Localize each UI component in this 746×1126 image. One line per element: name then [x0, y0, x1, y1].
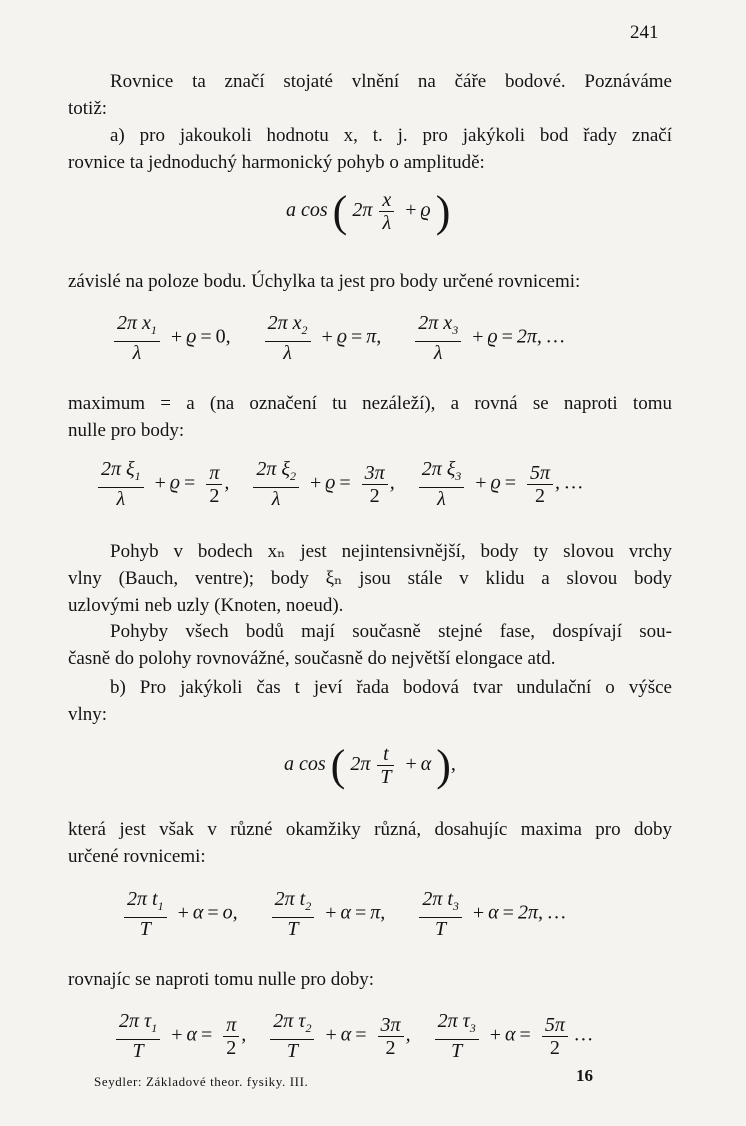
text-line: nulle pro body:	[68, 420, 185, 441]
equation-node-points: $\frac{2\pi \xi_1}{\lambda}$ + ϱ = $\frac{\pi}{2}$ , $\frac{2\pi \xi_2}{\lambda}$ + ϱ = $\frac{3\pi}{2}$ , $\frac{2\pi \xi_3}{\lambda}$ + ϱ = $\frac{5\pi}{2}$ , …	[96, 458, 583, 510]
paragraph-6	[68, 618, 672, 672]
equation-wave-height: a cos ( 2π $\frac{t}{T}$ + α ),	[284, 741, 456, 790]
paragraph-3	[68, 268, 672, 295]
paragraph-2	[68, 122, 672, 176]
text-line: vlny (Bauch, ventre); body ξₙ jsou stále v klidu a slovou body	[68, 568, 672, 589]
equation-maxima-points: $\frac{2\pi x_1}{\lambda}$ + ϱ = 0, $\frac{2\pi x_2}{\lambda}$ + ϱ = π, $\frac{2\pi x_3}{\lambda}$ + ϱ = 2π, …	[112, 312, 565, 364]
paragraph-4	[68, 390, 672, 444]
equation-amplitude: a cos ( 2π $\frac{x}{\lambda}$ + ϱ )	[286, 187, 451, 236]
text-line: rovnajíc se naproti tomu nulle pro doby:	[68, 969, 375, 990]
text-line: časně do polohy rovnovážné, současně do největší elongace atd.	[68, 648, 556, 669]
paragraph-8	[68, 816, 672, 870]
text-line: uzlovými neb uzly (Knoten, noeud).	[68, 595, 344, 616]
text-line: Pohyb v bodech xₙ jest nejintensivnější, body ty slovou vrchy	[110, 541, 672, 562]
footer-citation: Seydler: Základové theor. fysiky. III.	[94, 1074, 309, 1089]
paragraph-1	[68, 68, 672, 122]
paragraph-9	[68, 966, 672, 993]
text-line: Pohyby všech bodů mají současně stejné fase, dospívají sou-	[110, 621, 672, 642]
text-line: která jest však v různé okamžiky různá, dosahujíc maxima pro doby	[68, 819, 672, 840]
text-line: b) Pro jakýkoli čas t jeví řada bodová tvar undulační o výšce	[110, 677, 672, 698]
text-line: určené rovnicemi:	[68, 846, 206, 867]
text-line: maximum = a (na označení tu nezáleží), a rovná se naproti tomu	[68, 393, 672, 414]
signature-number: 16	[576, 1066, 593, 1085]
text-line: vlny:	[68, 704, 108, 725]
equation-maxima-times: $\frac{2\pi t_1}{T}$ + α = o, $\frac{2\pi t_2}{T}$ + α = π, $\frac{2\pi t_3}{T}$ + α = 2π, …	[122, 888, 566, 940]
paragraph-7	[68, 674, 672, 728]
text-line: závislé na poloze bodu. Úchylka ta jest pro body určené rovnicemi:	[68, 271, 581, 292]
text-line: a) pro jakoukoli hodnotu x, t. j. pro jakýkoli bod řady značí	[110, 125, 672, 146]
paragraph-5	[68, 538, 672, 619]
page-number: 241	[630, 22, 659, 43]
text-line: Rovnice ta značí stojaté vlnění na čáře bodové. Poznáváme	[110, 71, 672, 92]
equation-node-times: $\frac{2\pi \tau_1}{T}$ + α = $\frac{\pi}{2}$ , $\frac{2\pi \tau_2}{T}$ + α = $\frac{3\pi}{2}$ , $\frac{2\pi \tau_3}{T}$ + α = $\frac{5\pi}{2}$ …	[114, 1010, 593, 1062]
text-line: totiž:	[68, 98, 108, 119]
text-line: rovnice ta jednoduchý harmonický pohyb o amplitudě:	[68, 152, 485, 173]
